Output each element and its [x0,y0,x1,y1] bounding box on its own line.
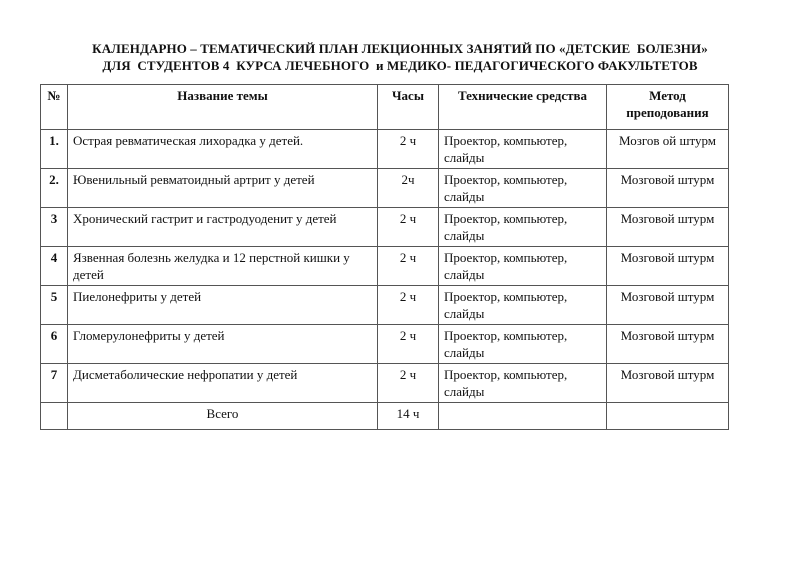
title-line-2: ДЛЯ СТУДЕНТОВ 4 КУРСА ЛЕЧЕБНОГО и МЕДИКО- ПЕДАГОГИЧЕСКОГО ФАКУЛЬТЕТОВ [102,58,698,73]
topic-hours: 2 ч [378,130,439,169]
lecture-plan-table [40,84,729,430]
total-empty-cell [607,403,729,430]
total-label: Всего [68,403,378,430]
total-row [41,403,729,430]
row-number: 7 [41,364,68,403]
table-row [41,130,729,169]
topic-name: Язвенная болезнь желудка и 12 перстной кишки у детей [68,247,378,286]
topic-hours: 2 ч [378,325,439,364]
technical-means: Проектор, компьютер, слайды [439,286,607,325]
topic-name: Дисметаболические нефропатии у детей [68,364,378,403]
row-number: 1. [41,130,68,169]
document-title [40,40,760,74]
topic-hours: 2 ч [378,364,439,403]
title-line-1: КАЛЕНДАРНО – ТЕМАТИЧЕСКИЙ ПЛАН ЛЕКЦИОННЫХ ЗАНЯТИЙ ПО «ДЕТСКИЕ БОЛЕЗНИ» [92,41,708,56]
row-number: 6 [41,325,68,364]
technical-means: Проектор, компьютер, слайды [439,247,607,286]
topic-name: Острая ревматическая лихорадка у детей. [68,130,378,169]
topic-hours: 2 ч [378,286,439,325]
table-row [41,169,729,208]
total-empty-cell [439,403,607,430]
row-number: 2. [41,169,68,208]
teaching-method: Мозговой штурм [607,325,729,364]
header-topic-name: Название темы [68,85,378,130]
topic-hours: 2 ч [378,247,439,286]
topic-name: Ювенильный ревматоидный артрит у детей [68,169,378,208]
table-row [41,208,729,247]
teaching-method: Мозговой штурм [607,364,729,403]
teaching-method: Мозгов ой штурм [607,130,729,169]
teaching-method: Мозговой штурм [607,286,729,325]
header-teaching-method: Метод преподования [607,85,729,130]
table-row [41,247,729,286]
table-row [41,364,729,403]
header-hours: Часы [378,85,439,130]
teaching-method: Мозговой штурм [607,247,729,286]
header-technical-means: Технические средства [439,85,607,130]
header-number: № [41,85,68,130]
table-row [41,325,729,364]
technical-means: Проектор, компьютер, слайды [439,169,607,208]
row-number: 4 [41,247,68,286]
teaching-method: Мозговой штурм [607,169,729,208]
row-number: 5 [41,286,68,325]
topic-hours: 2ч [378,169,439,208]
technical-means: Проектор, компьютер, слайды [439,364,607,403]
technical-means: Проектор, компьютер, слайды [439,208,607,247]
topic-hours: 2 ч [378,208,439,247]
technical-means: Проектор, компьютер, слайды [439,130,607,169]
table-row [41,286,729,325]
topic-name: Хронический гастрит и гастродуоденит у детей [68,208,378,247]
topic-name: Пиелонефриты у детей [68,286,378,325]
technical-means: Проектор, компьютер, слайды [439,325,607,364]
teaching-method: Мозговой штурм [607,208,729,247]
topic-name: Гломерулонефриты у детей [68,325,378,364]
table-header-row [41,85,729,130]
row-number: 3 [41,208,68,247]
total-hours: 14 ч [378,403,439,430]
total-empty-cell [41,403,68,430]
